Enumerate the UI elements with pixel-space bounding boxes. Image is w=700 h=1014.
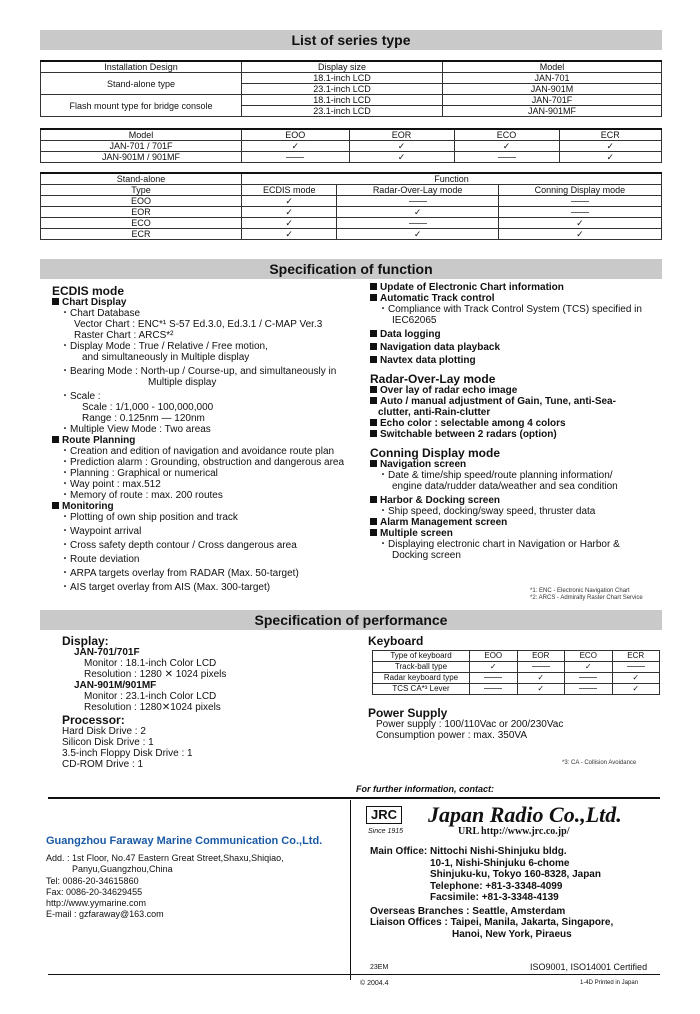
- list-item: Silicon Disk Drive : 1: [62, 737, 154, 748]
- bearing-mode-cont: Multiple display: [148, 377, 217, 388]
- check-mark: ✓: [470, 662, 518, 673]
- table-header: ECDIS mode: [242, 185, 337, 196]
- check-mark: ✓: [242, 207, 337, 218]
- list-item: ・ Prediction alarm : Grounding, obstruction and dangerous area: [52, 457, 362, 468]
- rol-item: Auto / manual adjustment of Gain, Tune, anti-Sea-: [370, 396, 662, 407]
- table-cell: JAN-901M / 901MF: [41, 152, 242, 163]
- table-cell: EOR: [41, 207, 242, 218]
- table-header: EOR: [517, 651, 565, 662]
- dash-mark: [337, 196, 498, 207]
- distributor-block: [46, 836, 346, 920]
- list-item: ・ ARPA targets overlay from RADAR (Max. 50-target): [52, 568, 362, 579]
- check-mark: ✓: [517, 673, 565, 684]
- auto-track-item: Automatic Track control: [370, 293, 662, 304]
- monitor-1: Monitor : 18.1-inch Color LCD: [84, 658, 217, 669]
- footnote-2: *2: ARCS - Admiralty Raster Chart Service: [530, 595, 643, 601]
- iso-certification: ISO9001, ISO14001 Certified: [530, 962, 648, 972]
- distributor-name: Guangzhou Faraway Marine Communication Co.,Ltd.: [46, 835, 323, 847]
- table-header: ECR: [612, 651, 660, 662]
- table-cell: TCS CA*³ Lever: [373, 684, 470, 695]
- distributor-fax: Fax: 0086-20-34629455: [46, 887, 143, 897]
- series-table: [40, 60, 662, 117]
- dash-mark: [498, 207, 661, 218]
- chart-db-item: ・ Chart Database: [52, 308, 362, 319]
- jrc-logo: JRC: [366, 806, 402, 824]
- table-header: Display size: [242, 61, 443, 73]
- footer-vertical-divider: [350, 800, 351, 980]
- rol-item-cont: clutter, anti-Rain-clutter: [378, 407, 491, 418]
- table-cell: 18.1-inch LCD: [242, 95, 443, 106]
- route-planning-heading: Route Planning: [52, 435, 362, 446]
- check-mark: ✓: [498, 229, 661, 240]
- multi-screen-sub: ・ Displaying electronic chart in Navigation or Harbor &: [370, 539, 662, 550]
- check-mark: ✓: [242, 229, 337, 240]
- check-mark: ✓: [498, 218, 661, 229]
- main-office-line: Telephone: +81-3-3348-4099: [430, 880, 563, 892]
- check-mark: ✓: [612, 673, 660, 684]
- check-mark: ✓: [454, 141, 559, 152]
- jrc-name-logo: Japan Radio Co.,Ltd.: [428, 802, 622, 827]
- nav-screen-sub2: engine data/rudder data/weather and sea condition: [392, 481, 618, 492]
- display-model-2: JAN-901M/901MF: [74, 680, 157, 691]
- function-left-column: [52, 284, 362, 593]
- jrc-contact-block: [370, 846, 660, 940]
- check-mark: ✓: [559, 141, 661, 152]
- list-item: ・ Waypoint arrival: [52, 526, 362, 537]
- table-cell: 23.1-inch LCD: [242, 106, 443, 117]
- check-mark: ✓: [559, 152, 661, 163]
- display-model-1: JAN-701/701F: [74, 647, 140, 658]
- list-item: ・ Plotting of own ship position and track: [52, 512, 362, 523]
- power-supply-text: Power supply : 100/110Vac or 200/230Vac: [376, 719, 564, 730]
- table-header: Function: [242, 173, 662, 185]
- list-item: ・ Route deviation: [52, 554, 362, 565]
- main-office-line: Shinjuku-ku, Tokyo 160-8328, Japan: [430, 869, 601, 880]
- table-cell: EOO: [41, 196, 242, 207]
- check-mark: ✓: [242, 196, 337, 207]
- check-mark: ✓: [242, 218, 337, 229]
- dash-mark: [470, 684, 518, 695]
- performance-section-title: Specification of performance: [40, 610, 662, 630]
- check-mark: ✓: [349, 141, 454, 152]
- table-header: Radar-Over-Lay mode: [337, 185, 498, 196]
- multi-view-item: ・ Multiple View Mode : Two areas: [52, 424, 362, 435]
- table-cell: 18.1-inch LCD: [242, 73, 443, 84]
- resolution-1: Resolution : 1280 ✕ 1024 pixels: [84, 669, 227, 680]
- rol-mode-heading: Radar-Over-Lay mode: [370, 372, 496, 386]
- rol-item: Over lay of radar echo image: [370, 385, 662, 396]
- display-mode-item: ・ Display Mode : True / Relative / Free motion,: [52, 341, 362, 352]
- function-section-title: Specification of function: [40, 259, 662, 279]
- keyboard-table: [372, 650, 660, 695]
- table-header: Conning Display mode: [498, 185, 661, 196]
- list-item: ・ Cross safety depth contour / Cross dangerous area: [52, 540, 362, 551]
- rol-item: Echo color : selectable among 4 colors: [370, 418, 662, 429]
- liaison-offices-cont: Hanoi, New York, Piraeus: [452, 928, 572, 940]
- function-right-column: [370, 282, 662, 561]
- check-mark: ✓: [517, 684, 565, 695]
- table-cell: JAN-701F: [443, 95, 662, 106]
- table-header: Type of keyboard: [373, 651, 470, 662]
- table-cell: 23.1-inch LCD: [242, 84, 443, 95]
- table-cell: JAN-701 / 701F: [41, 141, 242, 152]
- dash-mark: [612, 662, 660, 673]
- function-mode-table: [40, 172, 662, 240]
- table-header: Stand-alone: [41, 173, 242, 185]
- further-info-text: For further information, contact:: [356, 784, 494, 794]
- table-cell: JAN-701: [443, 73, 662, 84]
- scale-item: ・ Scale :: [52, 391, 362, 402]
- conning-mode-heading: Conning Display mode: [370, 446, 501, 460]
- check-mark: ✓: [349, 152, 454, 163]
- table-header: Installation Design: [41, 61, 242, 73]
- dash-mark: [470, 673, 518, 684]
- list-item: ・ Planning : Graphical or numerical: [52, 468, 362, 479]
- table-cell: ECO: [41, 218, 242, 229]
- main-office-label: Main Office:: [370, 846, 428, 857]
- power-block: [368, 706, 660, 741]
- table-header: ECR: [559, 129, 661, 141]
- table-header: Model: [443, 61, 662, 73]
- doc-code: 23EM: [370, 964, 389, 971]
- main-office-line: Facsimile: +81-3-3348-4139: [430, 892, 559, 903]
- performance-right-column: [368, 634, 660, 647]
- distributor-tel: Tel: 0086-20-34615860: [46, 876, 139, 886]
- table-cell: JAN-901M: [443, 84, 662, 95]
- copyright-text: © 2004.4: [360, 980, 389, 987]
- dash-mark: [454, 152, 559, 163]
- table-cell: Track-ball type: [373, 662, 470, 673]
- auto-track-sub: ・ Compliance with Track Control System (TCS) specified in: [370, 304, 662, 315]
- list-item: ・ AIS target overlay from AIS (Max. 300-target): [52, 582, 362, 593]
- main-office-line: Nittochi Nishi-Shinjuku bldg.: [430, 846, 567, 857]
- distributor-address-cont: Panyu,Guangzhou,China: [72, 864, 173, 874]
- table-header: EOO: [242, 129, 350, 141]
- display-heading: Display:: [62, 634, 109, 648]
- nav-screen-item: Navigation screen: [370, 459, 662, 470]
- scale-range: Scale : 1/1,000 - 100,000,000: [82, 402, 214, 413]
- harbor-item: Harbor & Docking screen: [370, 495, 662, 506]
- distributor-email[interactable]: E-mail : gzfaraway@163.com: [46, 909, 164, 919]
- range-value: Range : 0.125nm — 120nm: [82, 413, 205, 424]
- footnote-3: *3: CA - Collision Avoidance: [562, 760, 637, 766]
- navtex-item: Navtex data plotting: [370, 355, 662, 366]
- display-mode-cont: and simultaneously in Multiple display: [82, 352, 250, 363]
- main-office-line: 10-1, Nishi-Shinjuku 6-chome: [430, 857, 570, 869]
- series-section-title: List of series type: [40, 30, 662, 50]
- list-item: CD-ROM Drive : 1: [62, 759, 144, 770]
- table-header: ECO: [565, 651, 613, 662]
- model-mode-table: [40, 128, 662, 163]
- list-item: ・ Creation and edition of navigation and avoidance route plan: [52, 446, 362, 457]
- raster-chart-text: Raster Chart : ARCS*²: [74, 330, 174, 341]
- list-item: 3.5-inch Floppy Disk Drive : 1: [62, 748, 193, 759]
- dash-mark: [242, 152, 350, 163]
- table-cell: ECR: [41, 229, 242, 240]
- table-cell: Stand-alone type: [41, 73, 242, 95]
- list-item: ・ Way point : max.512: [52, 479, 362, 490]
- table-header: ECO: [454, 129, 559, 141]
- rol-item: Switchable between 2 radars (option): [370, 429, 662, 440]
- monitoring-heading: Monitoring: [52, 501, 362, 512]
- resolution-2: Resolution : 1280✕1024 pixels: [84, 702, 221, 713]
- since-text: Since 1915: [368, 828, 404, 835]
- performance-left-column: [62, 634, 352, 770]
- list-item: ・ Memory of route : max. 200 routes: [52, 490, 362, 501]
- check-mark: ✓: [612, 684, 660, 695]
- dash-mark: [517, 662, 565, 673]
- multi-screen-sub2: Docking screen: [392, 550, 461, 561]
- footer-divider: [48, 797, 660, 799]
- bottom-divider: [48, 974, 660, 975]
- printed-text: 1-4D Printed in Japan: [580, 980, 639, 986]
- chart-display-heading: Chart Display: [52, 297, 362, 308]
- multi-screen-item: Multiple screen: [370, 528, 662, 539]
- table-header: EOO: [470, 651, 518, 662]
- check-mark: ✓: [337, 207, 498, 218]
- dash-mark: [565, 684, 613, 695]
- data-logging-item: Data logging: [370, 329, 662, 340]
- auto-track-sub2: IEC62065: [392, 315, 437, 326]
- dash-mark: [565, 673, 613, 684]
- liaison-offices: Liaison Offices : Taipei, Manila, Jakarta, Singapore,: [370, 917, 614, 928]
- ecdis-mode-heading: ECDIS mode: [52, 284, 125, 298]
- harbor-sub: ・ Ship speed, docking/sway speed, thruster data: [370, 506, 662, 517]
- distributor-web-link[interactable]: http://www.yymarine.com: [46, 898, 147, 908]
- check-mark: ✓: [242, 141, 350, 152]
- check-mark: ✓: [337, 229, 498, 240]
- check-mark: ✓: [565, 662, 613, 673]
- keyboard-heading: Keyboard: [368, 634, 424, 648]
- dash-mark: [337, 218, 498, 229]
- monitor-2: Monitor : 23.1-inch Color LCD: [84, 691, 217, 702]
- list-item: Hard Disk Drive : 2: [62, 726, 146, 737]
- table-cell: Radar keyboard type: [373, 673, 470, 684]
- table-cell: Flash mount type for bridge console: [41, 95, 242, 117]
- alarm-item: Alarm Management screen: [370, 517, 662, 528]
- power-heading: Power Supply: [368, 706, 448, 720]
- table-header: Type: [41, 185, 242, 196]
- jrc-url-link[interactable]: URL http://www.jrc.co.jp/: [458, 826, 570, 837]
- bearing-mode-item: ・ Bearing Mode : North-up / Course-up, and simultaneously in: [52, 366, 362, 377]
- footnote-1: *1: ENC - Electronic Navigation Chart: [530, 588, 630, 594]
- table-cell: JAN-901MF: [443, 106, 662, 117]
- table-header: Model: [41, 129, 242, 141]
- vector-chart-text: Vector Chart : ENC*¹ S-57 Ed.3.0, Ed.3.1 / C-MAP Ver.3: [74, 319, 323, 330]
- overseas-branches: Overseas Branches : Seattle, Amsterdam: [370, 905, 566, 917]
- update-chart-item: Update of Electronic Chart information: [370, 282, 662, 293]
- table-header: EOR: [349, 129, 454, 141]
- dash-mark: [498, 196, 661, 207]
- distributor-address: Add. : 1st Floor, No.47 Eastern Great Street,Shaxu,Shiqiao,: [46, 853, 284, 863]
- processor-heading: Processor:: [62, 713, 125, 727]
- nav-playback-item: Navigation data playback: [370, 342, 662, 353]
- nav-screen-sub: ・ Date & time/ship speed/route planning information/: [370, 470, 662, 481]
- consumption-text: Consumption power : max. 350VA: [376, 730, 528, 741]
